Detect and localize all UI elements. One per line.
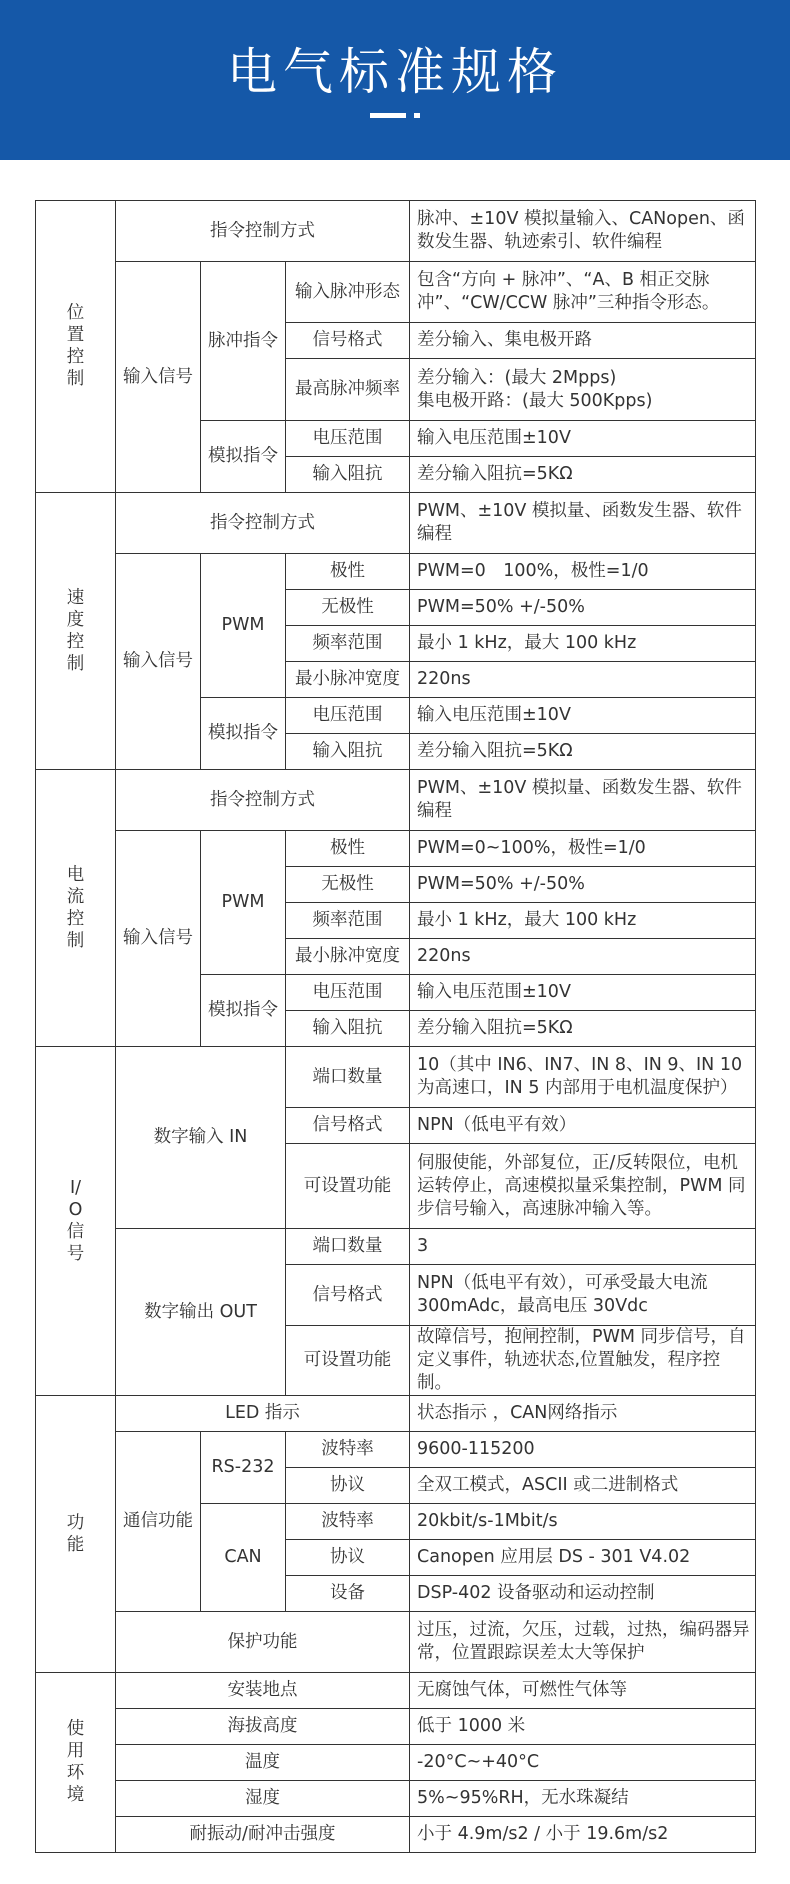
section-label-current: 电流控制	[36, 770, 116, 1047]
row-label: 端口数量	[286, 1047, 410, 1108]
row-label: 最小脉冲宽度	[286, 662, 410, 698]
subgroup-label: PWM	[201, 554, 286, 698]
row-label: 电压范围	[286, 698, 410, 734]
row-label: 耐振动/耐冲击强度	[116, 1817, 410, 1853]
row-value: PWM=0~100%，极性=1/0	[410, 831, 756, 867]
row-label: 海拔高度	[116, 1709, 410, 1745]
row-value: -20°C~+40°C	[410, 1745, 756, 1781]
row-label: 电压范围	[286, 975, 410, 1011]
row-value: 差分输入阻抗=5KΩ	[410, 734, 756, 770]
row-value: 5%~95%RH，无水珠凝结	[410, 1781, 756, 1817]
row-label: 最小脉冲宽度	[286, 939, 410, 975]
page-title: 电气标准规格	[227, 43, 563, 101]
header-banner	[0, 0, 790, 160]
row-label: 信号格式	[286, 323, 410, 359]
row-label: 指令控制方式	[116, 493, 410, 554]
table-row	[36, 1396, 756, 1432]
row-label: 极性	[286, 831, 410, 867]
row-value: 伺服使能，外部复位，正/反转限位，电机运转停止，高速模拟量采集控制，PWM 同步信号输入，高速脉冲输入等。	[410, 1144, 756, 1229]
table-row	[36, 1817, 756, 1853]
table-row	[36, 262, 756, 323]
row-value: PWM=0 100%，极性=1/0	[410, 554, 756, 590]
group-label: 数字输入 IN	[116, 1047, 286, 1229]
row-value: 3	[410, 1229, 756, 1265]
table-row	[36, 493, 756, 554]
row-label: 信号格式	[286, 1108, 410, 1144]
row-label: 指令控制方式	[116, 201, 410, 262]
row-label: 协议	[286, 1540, 410, 1576]
row-label: 可设置功能	[286, 1326, 410, 1396]
table-row	[36, 1432, 756, 1468]
section-label-io: I/O信号	[36, 1047, 116, 1396]
table-row	[36, 1229, 756, 1265]
row-value: 220ns	[410, 939, 756, 975]
table-row	[36, 554, 756, 590]
spec-table	[35, 200, 756, 1853]
row-value: 10（其中 IN6、IN7、IN 8、IN 9、IN 10 为高速口，IN 5 内部用于电机温度保护）	[410, 1047, 756, 1108]
section-label-environment: 使用环境	[36, 1673, 116, 1853]
row-value: NPN（低电平有效），可承受最大电流 300mAdc，最高电压 30Vdc	[410, 1265, 756, 1326]
row-label: 无极性	[286, 867, 410, 903]
row-label: 电压范围	[286, 421, 410, 457]
row-value: 故障信号，抱闸控制，PWM 同步信号，自定义事件，轨迹状态,位置触发，程序控制。	[410, 1326, 756, 1396]
row-label: 输入阻抗	[286, 457, 410, 493]
section-label-position: 位置控制	[36, 201, 116, 493]
row-value: PWM=50% +/-50%	[410, 867, 756, 903]
title-underline-dot	[414, 113, 420, 118]
subgroup-label: 模拟指令	[201, 698, 286, 770]
row-value: 输入电压范围±10V	[410, 975, 756, 1011]
row-value: 小于 4.9m/s2 / 小于 19.6m/s2	[410, 1817, 756, 1853]
row-value: PWM=50% +/-50%	[410, 590, 756, 626]
row-value: 全双工模式，ASCII 或二进制格式	[410, 1468, 756, 1504]
row-label: 端口数量	[286, 1229, 410, 1265]
table-row	[36, 1673, 756, 1709]
group-label: 输入信号	[116, 262, 201, 493]
subgroup-label: PWM	[201, 831, 286, 975]
row-value: 9600-115200	[410, 1432, 756, 1468]
table-row	[36, 1612, 756, 1673]
row-label: 湿度	[116, 1781, 410, 1817]
row-value: 脉冲、±10V 模拟量输入、CANopen、函数发生器、轨迹索引、软件编程	[410, 201, 756, 262]
row-value: 20kbit/s-1Mbit/s	[410, 1504, 756, 1540]
table-row	[36, 831, 756, 867]
row-label: 输入阻抗	[286, 1011, 410, 1047]
row-value: 输入电压范围±10V	[410, 421, 756, 457]
row-label: 设备	[286, 1576, 410, 1612]
table-row	[36, 1781, 756, 1817]
row-label: 协议	[286, 1468, 410, 1504]
row-value: 差分输入、集电极开路	[410, 323, 756, 359]
row-label: 可设置功能	[286, 1144, 410, 1229]
row-value: Canopen 应用层 DS - 301 V4.02	[410, 1540, 756, 1576]
row-value: 过压，过流，欠压，过载，过热，编码器异常，位置跟踪误差太大等保护	[410, 1612, 756, 1673]
group-label: 输入信号	[116, 831, 201, 1047]
row-label: 保护功能	[116, 1612, 410, 1673]
row-label: 波特率	[286, 1504, 410, 1540]
value-line: 差分输入：(最大 2Mpps)	[417, 367, 617, 388]
row-label: LED 指示	[116, 1396, 410, 1432]
section-label-function: 功能	[36, 1396, 116, 1673]
row-label: 指令控制方式	[116, 770, 410, 831]
row-value: 状态指示 ，CAN网络指示	[410, 1396, 756, 1432]
row-value: 最小 1 kHz，最大 100 kHz	[410, 626, 756, 662]
subgroup-label: 模拟指令	[201, 421, 286, 493]
row-label: 温度	[116, 1745, 410, 1781]
row-value: DSP-402 设备驱动和运动控制	[410, 1576, 756, 1612]
group-label: 输入信号	[116, 554, 201, 770]
subgroup-label: 脉冲指令	[201, 262, 286, 421]
row-value: PWM、±10V 模拟量、函数发生器、软件编程	[410, 493, 756, 554]
group-label: 数字输出 OUT	[116, 1229, 286, 1396]
subgroup-label: 模拟指令	[201, 975, 286, 1047]
row-label: 输入脉冲形态	[286, 262, 410, 323]
row-label: 信号格式	[286, 1265, 410, 1326]
table-row	[36, 1745, 756, 1781]
section-label-speed: 速度控制	[36, 493, 116, 770]
row-value: 220ns	[410, 662, 756, 698]
table-row	[36, 201, 756, 262]
title-underline	[370, 113, 406, 118]
row-value	[410, 359, 756, 421]
value-line: 集电极开路：(最大 500Kpps)	[417, 390, 653, 411]
row-label: 频率范围	[286, 626, 410, 662]
table-row	[36, 1709, 756, 1745]
row-value: PWM、±10V 模拟量、函数发生器、软件编程	[410, 770, 756, 831]
row-value: 差分输入阻抗=5KΩ	[410, 1011, 756, 1047]
group-label: 通信功能	[116, 1432, 201, 1612]
row-label: 安装地点	[116, 1673, 410, 1709]
row-label: 输入阻抗	[286, 734, 410, 770]
subgroup-label: RS-232	[201, 1432, 286, 1504]
row-value: 输入电压范围±10V	[410, 698, 756, 734]
row-value: 最小 1 kHz，最大 100 kHz	[410, 903, 756, 939]
row-label: 无极性	[286, 590, 410, 626]
row-value: 差分输入阻抗=5KΩ	[410, 457, 756, 493]
row-label: 最高脉冲频率	[286, 359, 410, 421]
row-value: NPN（低电平有效）	[410, 1108, 756, 1144]
table-row	[36, 770, 756, 831]
row-value: 包含“方向 + 脉冲”、“A、B 相正交脉冲”、“CW/CCW 脉冲”三种指令形态。	[410, 262, 756, 323]
row-label: 波特率	[286, 1432, 410, 1468]
subgroup-label: CAN	[201, 1504, 286, 1612]
row-label: 极性	[286, 554, 410, 590]
row-value: 低于 1000 米	[410, 1709, 756, 1745]
row-value: 无腐蚀气体，可燃性气体等	[410, 1673, 756, 1709]
table-row	[36, 1047, 756, 1108]
row-label: 频率范围	[286, 903, 410, 939]
